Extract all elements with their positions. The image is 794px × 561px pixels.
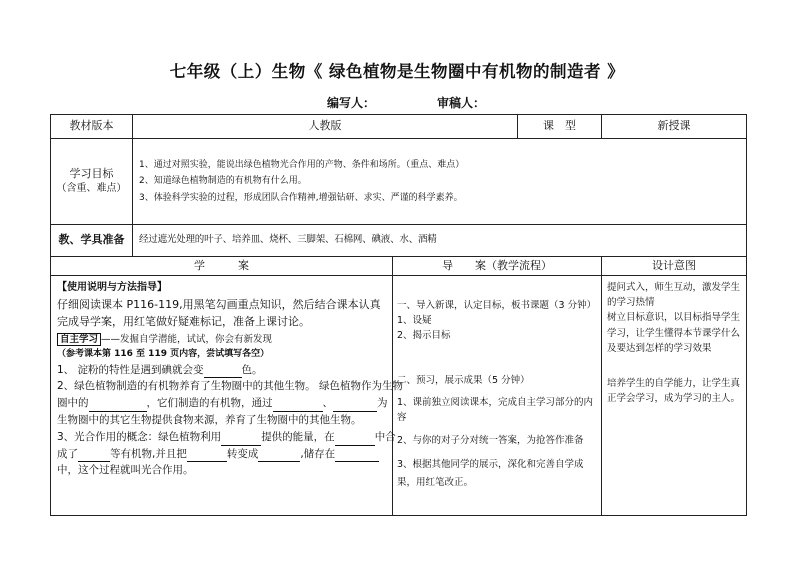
question-3: 3、光合作用的概念：绿色植物利用 提供的能量，在 中合 (57, 429, 387, 446)
authors-line (327, 94, 547, 111)
lesson-type-label: 课 型 (518, 115, 602, 139)
self-study-tag: 自主学习 (57, 333, 101, 346)
textbook-label: 教材版本 (51, 115, 133, 139)
reviewer-label: 审稿人： (437, 96, 486, 110)
goal-item: 3、体验科学实验的过程，形成团队合作精神,增强钻研、求实、严谨的科学素养。 (139, 192, 463, 203)
intent-paragraph: 培养学生的自学能力，让学生真正学会学习，成为学习的主人。 (607, 377, 741, 405)
question-2: 2、绿色植物制造的有机物养育了生物圈中的其他生物。 绿色植物作为生物 (57, 380, 404, 393)
tools-value: 经过遮光处理的叶子、培养皿、烧杯、三脚架、石棉网、碘液、水、酒精 (133, 225, 747, 257)
goal-item: 1、通过对照实验，能说出绿色植物光合作用的产物、条件和场所。（重点、难点） (139, 159, 465, 170)
guide-step-1: 一、导入新课，认定目标，板书课题（3 分钟） (397, 300, 597, 311)
writer-label: 编写人： (327, 96, 376, 110)
intent-header: 设计意图 (602, 257, 747, 276)
tools-label: 教、学具准备 (51, 225, 133, 257)
textbook-value: 人教版 (133, 115, 518, 139)
goal-item: 2、知道绿色植物制造的有机物有什么用。 (139, 176, 307, 187)
goals-list (133, 139, 747, 225)
intent-paragraph: 提问式入，师生互动，激发学生的学习热情 (607, 282, 741, 309)
usage-text: 仔细阅读课本 P116-119,用黑笔勾画重点知识，然后结合课本认真 (57, 298, 381, 311)
guide-step-1-item: 2、揭示目标 (397, 330, 451, 342)
guide-plan-content (393, 276, 602, 516)
study-plan-content: 【使用说明与方法指导】 仔细阅读课本 P116-119,用黑笔勾画重点知识，然后结合课本认真 完成导学案，用红笔做好疑难标记，准备上课讨论。 自主学习 ——发掘自学潜能，试试，你会有新发现 （参考课本第 116 至 119 页内容，尝试填写各空） 1、 淀粉的特性是遇到碘就会变 色。 2、绿色植物制造的有机物养育了生物圈中的其他生物。 绿色植物作为生物 圈中的 ，它们制造的有机物，通过 、 为 生物圈中的其它生物提供食物来源，养育了生物圈中的其他生物。 3、光合作用的概念：绿色植物利用 提供的能量，在 中合 成了 等有机物,并且把 转变成 ,储存在 中，这个过程就叫光合作用。 (51, 276, 393, 516)
guide-step-1-item: 1、设疑 (397, 315, 432, 327)
usage-text: 完成导学案，用红笔做好疑难标记，准备上课讨论。 (57, 315, 310, 329)
guide-step-2-item: 3、根据其他同学的展示，深化和完善自学成果，用红笔改正。 (397, 459, 584, 489)
lesson-plan-table (50, 114, 747, 516)
self-study-line: 自主学习 ——发掘自学潜能，试试，你会有新发现 (57, 332, 387, 347)
guide-step-2-item: 1、课前独立阅读课本，完成自主学习部分的内容 (397, 397, 594, 423)
design-intent-content (602, 276, 747, 516)
reference-note: （参考课本第 116 至 119 页内容，尝试填写各空） (57, 349, 270, 360)
study-plan-header: 学 案 (51, 257, 393, 276)
question-1: 1、 淀粉的特性是遇到碘就会变 色。 (57, 362, 387, 379)
guide-step-2-item: 2、与你的对子分对统一答案，为抢答作准备 (397, 434, 584, 446)
lesson-type-value: 新授课 (602, 115, 747, 139)
intent-paragraph: 树立目标意识，以目标指导学生学习，让学生懂得本节课学什么及要达到怎样的学习效果 (607, 312, 741, 354)
guide-step-2: 二、预习，展示成果（5 分钟） (397, 374, 530, 386)
goals-label: 学习目标 （含重、难点） (51, 139, 133, 225)
guide-plan-header: 导 案（教学流程） (393, 257, 602, 276)
usage-heading: 【使用说明与方法指导】 (57, 282, 167, 293)
document-title: 七年级（上）生物《 绿色植物是生物圈中有机物的制造者 》 (169, 62, 625, 81)
